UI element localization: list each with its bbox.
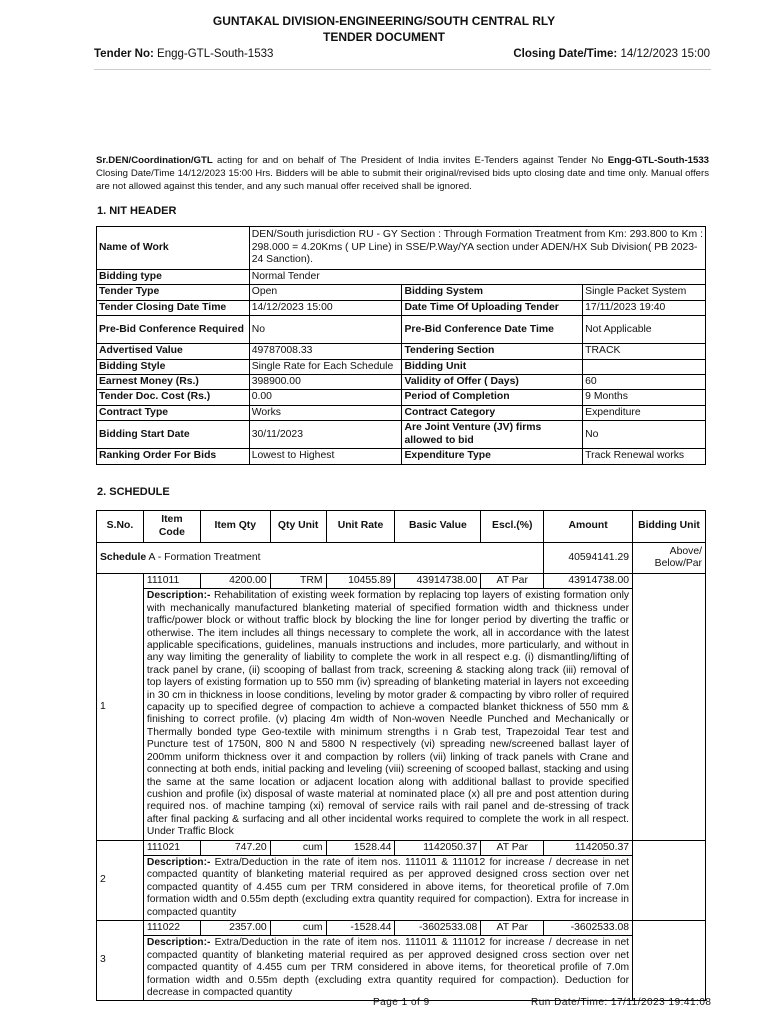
tender-number: Tender No: Engg-GTL-South-1533 xyxy=(94,48,274,60)
nit-key: Contract Type xyxy=(97,405,250,420)
nit-row xyxy=(97,390,706,405)
nit-value: Expenditure xyxy=(583,405,706,420)
item-unit: cum xyxy=(270,920,326,935)
item-qty: 2357.00 xyxy=(200,920,270,935)
document-title: TENDER DOCUMENT xyxy=(323,30,445,44)
division-title: GUNTAKAL DIVISION-ENGINEERING/SOUTH CENTRAL RLY xyxy=(212,14,556,28)
col-header: Bidding Unit xyxy=(633,511,706,543)
nit-row xyxy=(97,375,706,390)
item-basic-value: -3602533.08 xyxy=(395,920,481,935)
nit-value: Not Applicable xyxy=(583,316,706,344)
col-header: Basic Value xyxy=(395,511,481,543)
nit-key: Bidding Style xyxy=(97,359,250,374)
schedule-group-amount: 40594141.29 xyxy=(544,543,633,574)
nit-row xyxy=(97,449,706,464)
nit-value: 30/11/2023 xyxy=(249,421,402,449)
nit-value: DEN/South jurisdiction RU - GY Section : Through Formation Treatment from Km: 293.800 to Km : 298.000 = 4.20Kms ( UP Line) in SSE/P.Way/YA section under ADEN/HX Sub Division( PB 2023-24 Sanction). xyxy=(249,227,705,270)
description-row xyxy=(97,936,706,1001)
page-number: Page 1 of 9 xyxy=(373,997,430,1008)
item-amount: -3602533.08 xyxy=(544,920,633,935)
nit-key: Contract Category xyxy=(402,405,583,420)
col-header: Qty Unit xyxy=(270,511,326,543)
nit-value: 14/12/2023 15:00 xyxy=(249,300,402,315)
item-bidding-unit xyxy=(633,840,706,920)
nit-key: Name of Work xyxy=(97,227,250,270)
nit-header-table xyxy=(96,226,706,465)
item-sno: 2 xyxy=(97,840,144,920)
item-code: 111021 xyxy=(143,840,200,855)
nit-row xyxy=(97,359,706,374)
item-sno: 1 xyxy=(97,574,144,841)
schedule-heading: 2. SCHEDULE xyxy=(97,486,170,498)
nit-key: Bidding type xyxy=(97,270,250,285)
nit-value xyxy=(583,359,706,374)
nit-value: Track Renewal works xyxy=(583,449,706,464)
nit-value: 9 Months xyxy=(583,390,706,405)
nit-key: Tender Type xyxy=(97,285,250,300)
item-amount: 1142050.37 xyxy=(544,840,633,855)
closing-datetime: Closing Date/Time: 14/12/2023 15:00 xyxy=(513,48,710,60)
item-qty: 4200.00 xyxy=(200,574,270,589)
item-basic-value: 43914738.00 xyxy=(395,574,481,589)
nit-key: Bidding System xyxy=(402,285,583,300)
item-bidding-unit xyxy=(633,574,706,841)
item-basic-value: 1142050.37 xyxy=(395,840,481,855)
schedule-group-unit: Above/ Below/Par xyxy=(633,543,706,574)
item-description: Description:- Extra/Deduction in the rate of item nos. 111011 & 111012 for increase / decrease in net compacted quantity of blanketing material required as per approved designed cross section over net compacted quantity of 4.455 cum per TRM considered in above items, for theoretical profile of 7.0m formation width and 0.55m depth (excluding extra quantity required for compaction). Extra for increase in compacted quantity xyxy=(143,855,632,920)
item-rate: 10455.89 xyxy=(326,574,395,589)
nit-value: 398900.00 xyxy=(249,375,402,390)
intro-paragraph: Sr.DEN/Coordination/GTL acting for and on behalf of The President of India invites E-Tenders against Tender No Engg-GTL-South-1533 Closing Date/Time 14/12/2023 15:00 Hrs. Bidders will be able to submit their original/revised bids upto closing date and time only. Manual offers are not allowed against this tender, and any such manual offer received shall be ignored. xyxy=(96,155,709,192)
nit-key: Validity of Offer ( Days) xyxy=(402,375,583,390)
nit-value: 17/11/2023 19:40 xyxy=(583,300,706,315)
col-header: Item Qty xyxy=(200,511,270,543)
nit-value: Normal Tender xyxy=(249,270,705,285)
nit-value: Single Rate for Each Schedule xyxy=(249,359,402,374)
nit-key: Period of Completion xyxy=(402,390,583,405)
nit-row xyxy=(97,270,706,285)
header-divider xyxy=(94,69,711,70)
nit-key: Earnest Money (Rs.) xyxy=(97,375,250,390)
nit-key: Tender Closing Date Time xyxy=(97,300,250,315)
nit-key: Tender Doc. Cost (Rs.) xyxy=(97,390,250,405)
item-rate: -1528.44 xyxy=(326,920,395,935)
description-row xyxy=(97,855,706,920)
description-row xyxy=(97,589,706,840)
nit-header-heading: 1. NIT HEADER xyxy=(97,205,177,217)
table-row xyxy=(97,840,706,855)
nit-key: Pre-Bid Conference Required xyxy=(97,316,250,344)
nit-key: Bidding Unit xyxy=(402,359,583,374)
nit-value: 49787008.33 xyxy=(249,344,402,359)
item-qty: 747.20 xyxy=(200,840,270,855)
item-escl: AT Par xyxy=(481,840,544,855)
schedule-group-row xyxy=(97,543,706,574)
item-unit: cum xyxy=(270,840,326,855)
col-header: Item Code xyxy=(143,511,200,543)
nit-row xyxy=(97,344,706,359)
schedule-table xyxy=(96,510,706,1001)
item-rate: 1528.44 xyxy=(326,840,395,855)
item-escl: AT Par xyxy=(481,920,544,935)
nit-value: 0.00 xyxy=(249,390,402,405)
col-header: Unit Rate xyxy=(326,511,395,543)
nit-key: Tendering Section xyxy=(402,344,583,359)
nit-key: Expenditure Type xyxy=(402,449,583,464)
nit-row xyxy=(97,421,706,449)
item-bidding-unit xyxy=(633,920,706,1000)
schedule-header-row xyxy=(97,511,706,543)
nit-value: TRACK xyxy=(583,344,706,359)
item-code: 111022 xyxy=(143,920,200,935)
nit-value: Lowest to Highest xyxy=(249,449,402,464)
nit-key: Bidding Start Date xyxy=(97,421,250,449)
nit-row xyxy=(97,316,706,344)
schedule-group-label: Schedule A - Formation Treatment xyxy=(97,543,544,574)
item-sno: 3 xyxy=(97,920,144,1000)
nit-row xyxy=(97,405,706,420)
nit-key: Are Joint Venture (JV) firms allowed to bid xyxy=(402,421,583,449)
nit-key: Pre-Bid Conference Date Time xyxy=(402,316,583,344)
col-header: Escl.(%) xyxy=(481,511,544,543)
nit-row xyxy=(97,227,706,270)
item-description: Description:- Extra/Deduction in the rate of item nos. 111011 & 111012 for increase / decrease in net compacted quantity of blanketing material required as per approved designed cross section over net compacted quantity of 4.455 cum per TRM considered in above items, for theoretical profile of 7.0m formation width and 0.55m depth (excluding extra quantity required for compaction). Deduction for decrease in compacted quantity xyxy=(143,936,632,1001)
nit-value: Works xyxy=(249,405,402,420)
nit-value: 60 xyxy=(583,375,706,390)
run-datetime: Run Date/Time: 17/11/2023 19:41:08 xyxy=(531,997,712,1008)
nit-value: Open xyxy=(249,285,402,300)
item-code: 111011 xyxy=(143,574,200,589)
nit-value: No xyxy=(249,316,402,344)
item-escl: AT Par xyxy=(481,574,544,589)
nit-value: No xyxy=(583,421,706,449)
item-amount: 43914738.00 xyxy=(544,574,633,589)
col-header: Amount xyxy=(544,511,633,543)
nit-row xyxy=(97,285,706,300)
table-row xyxy=(97,574,706,589)
nit-key: Date Time Of Uploading Tender xyxy=(402,300,583,315)
nit-key: Ranking Order For Bids xyxy=(97,449,250,464)
nit-row xyxy=(97,300,706,315)
table-row xyxy=(97,920,706,935)
nit-key: Advertised Value xyxy=(97,344,250,359)
item-description: Description:- Rehabilitation of existing week formation by replacing top layers of existing formation only with mechanically manufactured blanketing material of specified formation width and thickness under traffic/power block or without traffic block by blocking the line for longer period by diverting the traffic or otherwise. The item includes all things necessary to complete the work, all in accordance with the latest applicable specifications, guidelines, manuals instructions and includes, more particularly, and without in any way limiting the generality of liability to complete the work in all respect e.g. (i) dismantling/lifting of track panel by crane, (ii) scooping of ballast from track, screening & stacking along track (iii) removal of top layers of existing formation up to 550 mm (iv) spreading of blanketing material in layers not exceeding in 30 cm in thickness in loose conditions, leveling by motor grader & compacting by vibro roller of required capacity up to specified degree of compaction to achieve a compacted blanket thickness of 550 mm & finishing to correct profile. (v) placing 4m width of Non-woven Needle Punched and Mechanically or Thermally bonded type Geo-textile with minimum strengths i n Grab test, Trapezoidal Tear test and Puncture test of 1750N, 800 N and 5800 N respectively (vi) spreading new/screened ballast layer of 200mm uniform thickness over it and compaction by rollers (vii) linking of track panels with Crane and connecting at both ends, initial packing and leveling (viii) screening of scooped ballast, stacking and using the same at the same location or adjacent location along with additional ballast to provide specified cushion and profile (ix) disposal of waste material at nominated place (x) all pre and post attention during required nos. of machine tamping (xi) removal of service rails with rail panel and de-stressing of track after final packing & surfacing and all other incidental works required to complete the work in all respect. Under Traffic Block xyxy=(143,589,632,840)
col-header: S.No. xyxy=(97,511,144,543)
item-unit: TRM xyxy=(270,574,326,589)
nit-value: Single Packet System xyxy=(583,285,706,300)
